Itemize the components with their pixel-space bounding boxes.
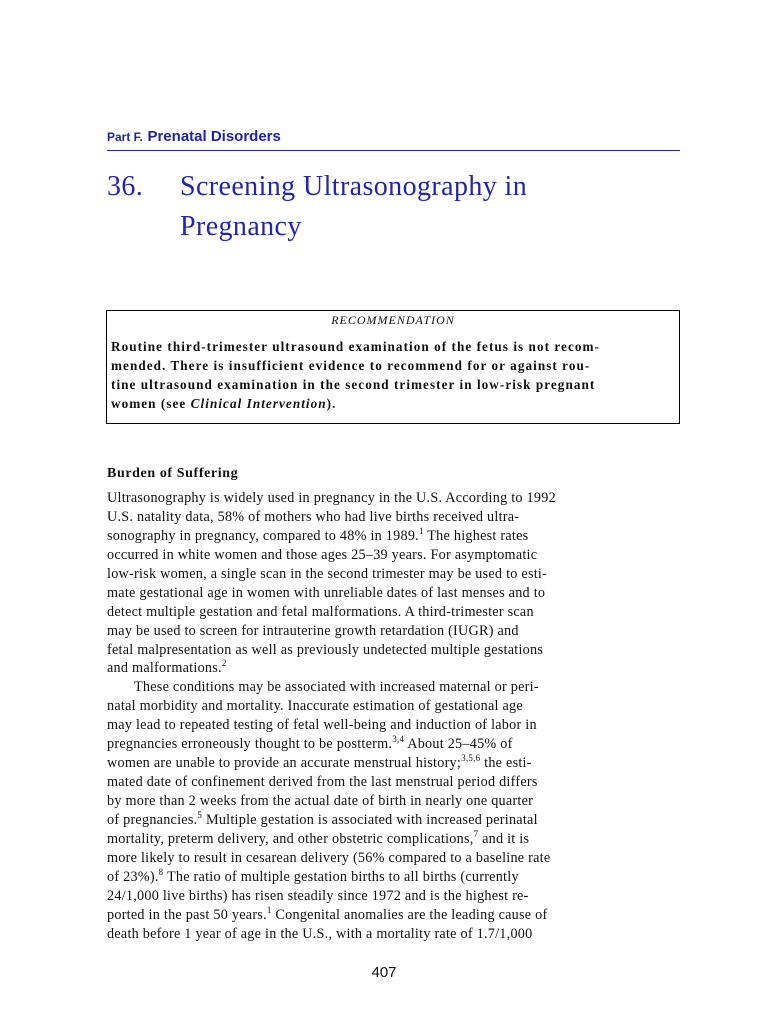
body-line: may be used to screen for intrauterine growth retardation (IUGR) and bbox=[107, 622, 519, 639]
body-text-span: of pregnancies. bbox=[107, 811, 198, 828]
body-line: These conditions may be associated with increased maternal or peri- bbox=[134, 679, 539, 696]
part-prefix: Part F. bbox=[107, 130, 144, 144]
body-line bbox=[107, 527, 680, 546]
body-text-span: Congenital anomalies are the leading cause of bbox=[271, 906, 548, 923]
body-text-span: the esti- bbox=[480, 755, 532, 772]
chapter-title-line-2: Pregnancy bbox=[180, 211, 302, 242]
body-line: 24/1,000 live births) has risen steadily since 1972 and is the highest re- bbox=[107, 887, 529, 904]
body-line: mated date of confinement derived from the last menstrual period differs bbox=[107, 774, 538, 791]
citation: 3,4 bbox=[392, 734, 405, 745]
citation: 5 bbox=[197, 809, 203, 820]
recommendation-line-2: mended. There is insufficient evidence to recommend for or against rou- bbox=[111, 358, 591, 373]
body-text-span: of 23%). bbox=[107, 868, 159, 885]
body-line: death before 1 year of age in the U.S., with a mortality rate of 1.7/1,000 bbox=[107, 925, 533, 942]
body-text bbox=[107, 489, 680, 944]
body-line: natal morbidity and mortality. Inaccurate estimation of gestational age bbox=[107, 698, 523, 715]
citation: 7 bbox=[473, 828, 479, 839]
body-line bbox=[107, 754, 680, 773]
body-text-span: The ratio of multiple gestation births to all births (currently bbox=[163, 868, 519, 885]
citation: 3,5,6 bbox=[461, 753, 481, 764]
part-divider bbox=[107, 150, 680, 151]
body-line bbox=[107, 830, 680, 849]
clinical-intervention-reference: Clinical Intervention bbox=[190, 396, 327, 411]
citation: 1 bbox=[266, 904, 272, 915]
body-line bbox=[107, 659, 680, 678]
part-header bbox=[107, 128, 680, 146]
body-line bbox=[107, 811, 680, 830]
body-line: fetal malpresentation as well as previously undetected multiple gestations bbox=[107, 641, 544, 658]
page-number: 407 bbox=[371, 964, 397, 981]
body-line bbox=[107, 906, 680, 925]
body-line: detect multiple gestation and fetal malformations. A third-trimester scan bbox=[107, 603, 534, 620]
body-line: may lead to repeated testing of fetal well-being and induction of labor in bbox=[107, 717, 537, 734]
body-text-span: ported in the past 50 years. bbox=[107, 906, 267, 923]
body-text-span: Multiple gestation is associated with increased perinatal bbox=[202, 811, 538, 828]
body-text-span: mortality, preterm delivery, and other obstetric complications, bbox=[107, 830, 474, 847]
body-line: more likely to result in cesarean delivery (56% compared to a baseline rate bbox=[107, 849, 551, 866]
recommendation-line-3: tine ultrasound examination in the second trimester in low-risk pregnant bbox=[111, 377, 596, 392]
recommendation-line-4 bbox=[111, 396, 336, 412]
recommendation-box bbox=[106, 310, 680, 424]
body-text-span: sonography in pregnancy, compared to 48% in 1989. bbox=[107, 527, 419, 544]
recommendation-line-4-post: ). bbox=[326, 396, 337, 411]
body-line: mate gestational age in women with unreliable dates of last menses and to bbox=[107, 584, 546, 601]
body-line bbox=[107, 735, 680, 754]
body-line: U.S. natality data, 58% of mothers who had live births received ultra- bbox=[107, 508, 520, 525]
chapter-title-text bbox=[180, 167, 680, 247]
body-line: low-risk women, a single scan in the second trimester may be used to esti- bbox=[107, 565, 548, 582]
body-text-span: pregnancies erroneously thought to be postterm. bbox=[107, 736, 393, 753]
part-name: Prenatal Disorders bbox=[147, 128, 281, 145]
body-text-span: The highest rates bbox=[423, 527, 529, 544]
body-text-span: About 25–45% of bbox=[404, 736, 513, 753]
body-line bbox=[107, 868, 680, 887]
body-text-span: women are unable to provide an accurate menstrual history; bbox=[107, 755, 462, 772]
body-text-span: and malformations. bbox=[107, 660, 222, 677]
body-line: by more than 2 weeks from the actual date of birth in nearly one quarter bbox=[107, 793, 534, 809]
body-line: Ultrasonography is widely used in pregnancy in the U.S. According to 1992 bbox=[107, 490, 556, 506]
chapter-title-line-1: Screening Ultrasonography in bbox=[180, 171, 528, 202]
body-line: occurred in white women and those ages 25–39 years. For asymptomatic bbox=[107, 546, 538, 563]
body-text-span: and it is bbox=[478, 830, 530, 847]
citation: 8 bbox=[158, 866, 164, 877]
recommendation-line-1: Routine third-trimester ultrasound examination of the fetus is not recom- bbox=[111, 339, 600, 354]
section-heading: Burden of Suffering bbox=[107, 466, 239, 481]
recommendation-line-4-pre: women (see bbox=[111, 396, 191, 411]
citation: 1 bbox=[418, 525, 424, 536]
recommendation-title: RECOMMENDATION bbox=[331, 313, 455, 327]
citation: 2 bbox=[221, 658, 227, 669]
chapter-number: 36. bbox=[107, 171, 144, 202]
